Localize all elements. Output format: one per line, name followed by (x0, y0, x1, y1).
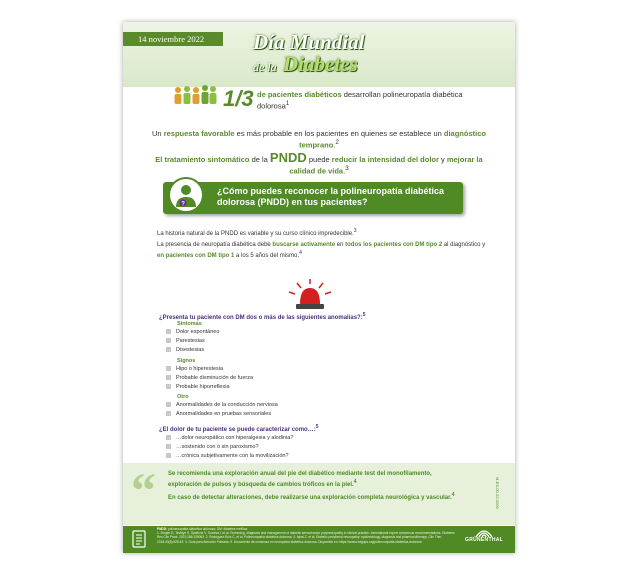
checkbox[interactable] (166, 366, 171, 371)
p1-ref: 2 (335, 139, 339, 146)
stat-ref: 1 (285, 100, 290, 107)
banner-text: ¿Cómo puedes reconocer la polineuropatía diabética dolorosa (PNDD) en tus pacientes? (217, 186, 445, 207)
checkbox[interactable] (166, 375, 171, 380)
doctor-icon-circle (168, 177, 204, 213)
question2-ref: 5 (315, 424, 319, 430)
checkbox[interactable] (166, 402, 171, 407)
checkbox[interactable] (166, 444, 171, 449)
checklist-item[interactable] (166, 435, 293, 442)
checkbox[interactable] (166, 384, 171, 389)
grunenthal-logo-text: GRÜNENTHAL (465, 537, 503, 543)
doctor-question-icon (170, 179, 202, 211)
checklist-item[interactable] (166, 347, 204, 354)
paragraph-early-diagnosis (143, 129, 495, 150)
context-line1 (157, 227, 487, 238)
checkbox[interactable] (166, 329, 171, 334)
clinical-context (157, 227, 487, 263)
checkbox[interactable] (166, 435, 171, 440)
grunenthal-logo-icon (475, 527, 493, 537)
stat-text (257, 90, 472, 111)
recommendation-line1 (168, 470, 463, 489)
question-anomalies (159, 312, 366, 321)
recommendation-text (168, 470, 463, 504)
title-line2-big: Diabetes (283, 52, 358, 76)
item-label: …dolor neuropático con hiperalgesia y alodinia? (176, 435, 294, 441)
p1-bold1: respuesta favorable (163, 129, 235, 138)
question1-text: ¿Presenta tu paciente con DM dos o más de las siguientes anomalías?: (159, 315, 363, 321)
context-line2 (157, 241, 487, 260)
alarm-light-icon (285, 278, 335, 310)
cl2-ref: 4 (299, 250, 302, 256)
p2-bold1: El tratamiento sintomático (155, 155, 250, 164)
cl2-b1: buscarse activamente (272, 242, 336, 248)
item-label: Disestesias (176, 347, 205, 353)
group-sintomas: Síntomas (177, 321, 202, 327)
checklist-item[interactable] (166, 453, 289, 460)
p1-text: Un (152, 129, 164, 138)
item-label: Parestesias (176, 338, 205, 344)
checklist-item[interactable] (166, 338, 205, 345)
date-tab: 14 noviembre 2022 (123, 32, 223, 46)
cl2-b3: en pacientes con DM tipo 1 (157, 253, 235, 259)
item-label: Dolor espontáneo (176, 329, 220, 335)
checklist-item[interactable] (166, 329, 219, 336)
stat-text-rest: desarrollan polineuropatía diabética dolorosa (257, 90, 463, 111)
item-label: …sostenido con o sin paroxismo? (176, 444, 259, 450)
rec1-ref: 4 (353, 479, 357, 485)
title-line1: Día Mundial (253, 30, 365, 54)
cl2-t4: a los 5 años del mismo. (234, 253, 300, 259)
p2-text3: y (438, 155, 447, 164)
group-signos: Signos (177, 358, 196, 364)
document-icon (131, 530, 149, 548)
quote-mark-icon: “ (131, 462, 156, 518)
checklist-item[interactable] (166, 384, 230, 391)
stat-number: 1/3 (223, 86, 254, 111)
checkbox[interactable] (166, 453, 171, 458)
checkbox[interactable] (166, 338, 171, 343)
item-label: Anormalidades de la conducción nerviosa (176, 402, 278, 408)
checklist-item[interactable] (166, 375, 253, 382)
cl2-b2: todos los pacientes con DM tipo 2 (345, 242, 443, 248)
rec2-ref: 4 (451, 492, 455, 498)
paragraph-treatment (143, 150, 495, 176)
p1-text2: es más probable en los pacientes en quienes se establece un (234, 129, 444, 138)
context-line1-ref: 3 (353, 228, 357, 234)
checklist-item[interactable] (166, 411, 271, 418)
question2-text: ¿El dolor de tu paciente se puede caracterizar como…: (159, 427, 316, 433)
title-line2-small: de la (253, 60, 277, 74)
checkbox[interactable] (166, 347, 171, 352)
question-pain (159, 424, 319, 433)
svg-text:?: ? (181, 201, 185, 208)
people-icon (173, 84, 218, 106)
p2-bold3: mejorar la calidad de vida (289, 155, 483, 176)
p2-bold2: reducir la intensidad del dolor (331, 155, 439, 164)
item-label: …crónica subjetivamente con la movilización? (176, 453, 289, 459)
question1-ref: 5 (362, 312, 366, 318)
p1-bold2: diagnóstico temprano (299, 129, 486, 150)
footer-abbrev-text: polineuropatía diabética dolorosa; DM: diabetes mellitus. (167, 527, 249, 531)
p2-pndd: PNDD (269, 150, 307, 165)
item-label: Anormalidades en pruebas sensoriales (176, 411, 272, 417)
p2-text4: . (343, 166, 346, 176)
recommendation-line2 (168, 491, 463, 502)
stat-text-bold: de pacientes diabéticos (257, 90, 342, 99)
item-label: Probable hiporreflexia (176, 384, 230, 390)
item-label: Hipo o hiperestesia (176, 366, 224, 372)
cl2-t1: La presencia de neuropatía diabética debe (157, 242, 273, 248)
footer-abbrev-label: PNDD: (157, 527, 168, 531)
cl2-t3: al diagnóstico y (442, 242, 486, 248)
group-otro: Otro (177, 394, 189, 400)
p2-text1: de la (249, 155, 270, 164)
document-page (123, 22, 515, 553)
footer-references (157, 527, 455, 544)
p2-text2: puede (306, 155, 332, 164)
cl2-t2: en (335, 242, 346, 248)
checkbox[interactable] (166, 411, 171, 416)
checklist-item[interactable] (166, 444, 259, 451)
p1-text3: . (333, 140, 336, 150)
rec2-text: En caso de detectar alteraciones, debe realizarse una exploración completa neurológica y vascular. (168, 495, 452, 501)
document-code: M-ES-00-22-0000 (495, 477, 500, 509)
rec1-text: Se recomienda una exploración anual del pie del diabético mediante test del monofilamento, exploración de pulsos y búsqueda de cambios tróficos en la piel. (168, 471, 432, 488)
footer-refs-text: 1. Ziegler D, Tesfaye S, Spallone V, Gurieva I, et al. Screening, diagnosis and management of diabetic sensorimotor polyneuropathy in clinical practice: International expert consensus recommendations. Diabetes Res Clin Pract. 2022;186:109063. 2. Rodríguez-Ruiz C, et al. Polineuropatía diabética dolorosa. 3. Iqbal Z, et al. Diabetic peripheral neuropathy: epidemiology, diagnosis and pharmacotherapy. Clin Ther. 2018;40(6):828-49. 4. Guía para Atención Primaria. 5. Documento de consenso en neuropatía diabética dolorosa. Disponible en: https://www.redgdps.org/polineuropatia-diabetica-dolorosa (157, 531, 455, 544)
context-line1-text: La historia natural de la PNDD es variable y su curso clínico impredecible. (157, 231, 354, 237)
checklist-item[interactable] (166, 402, 278, 409)
checklist-item[interactable] (166, 366, 223, 373)
p2-ref: 3 (345, 165, 349, 172)
item-label: Probable disminución de fuerza (176, 375, 254, 381)
